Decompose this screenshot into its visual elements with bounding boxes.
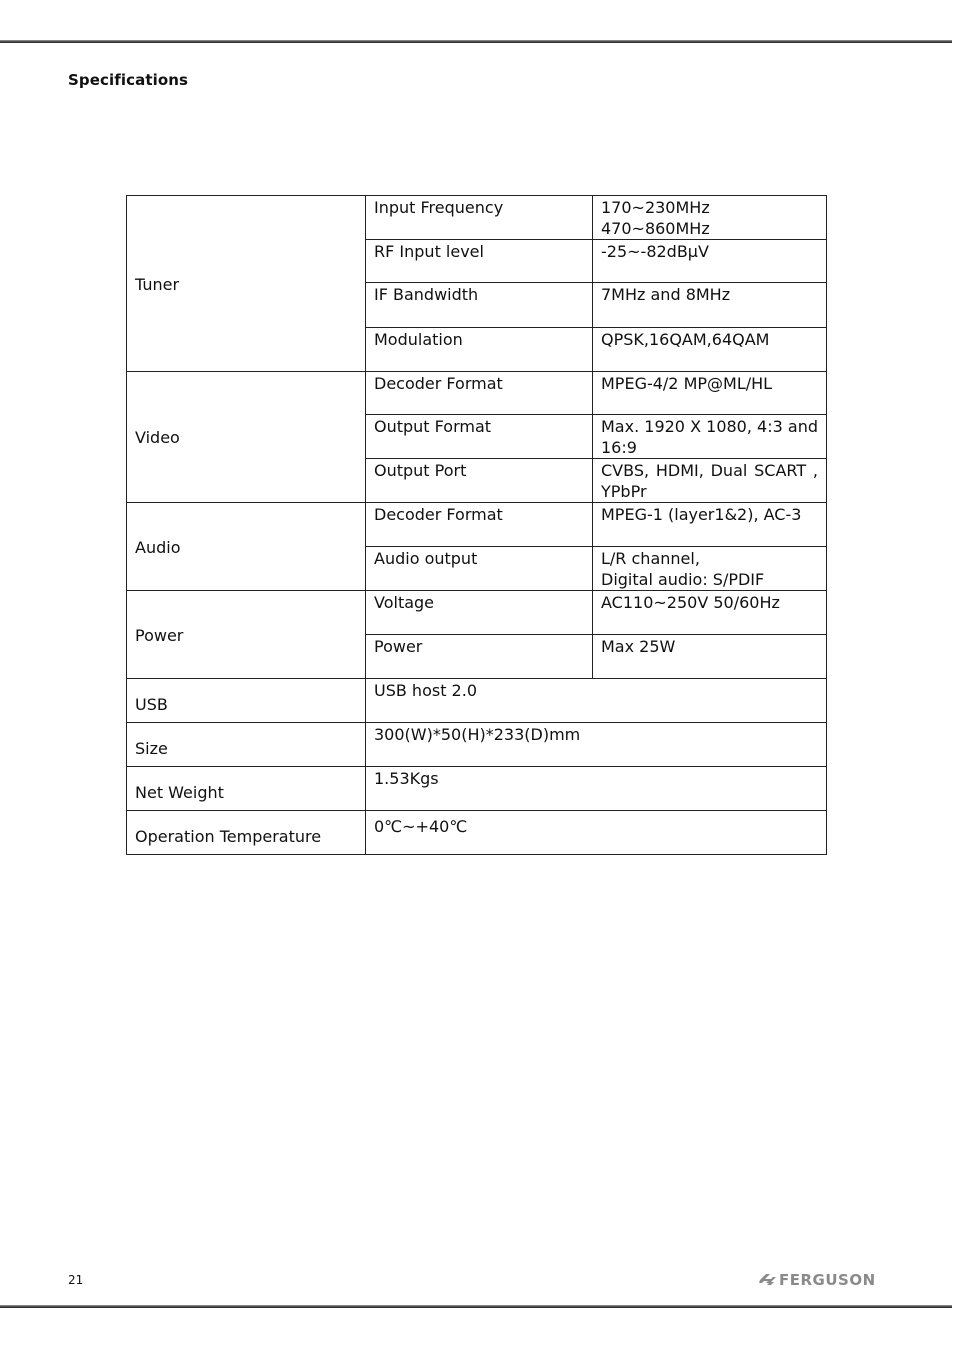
brand-logo xyxy=(758,1271,876,1289)
value-cell: 300(W)*50(H)*233(D)mm xyxy=(366,723,827,767)
value-cell: 1.53Kgs xyxy=(366,767,827,811)
label-cell-operation-temperature: Operation Temperature xyxy=(127,811,366,855)
table-row xyxy=(127,591,827,635)
param-cell: Decoder Format xyxy=(366,503,593,547)
ferguson-logo-icon xyxy=(758,1272,778,1288)
value-cell: 0℃~+40℃ xyxy=(366,811,827,855)
top-rule xyxy=(0,40,952,43)
value-cell: QPSK,16QAM,64QAM xyxy=(593,328,827,372)
param-cell: Input Frequency xyxy=(366,196,593,240)
value-cell: AC110~250V 50/60Hz xyxy=(593,591,827,635)
label-cell-net-weight: Net Weight xyxy=(127,767,366,811)
bottom-rule xyxy=(0,1305,952,1308)
group-label-power: Power xyxy=(127,591,366,679)
table-row xyxy=(127,679,827,723)
table-row xyxy=(127,372,827,415)
table-row xyxy=(127,196,827,240)
param-cell: Voltage xyxy=(366,591,593,635)
value-cell: 170~230MHz 470~860MHz xyxy=(593,196,827,240)
label-cell-size: Size xyxy=(127,723,366,767)
specifications-table xyxy=(126,195,827,855)
param-cell: Audio output xyxy=(366,547,593,591)
param-cell: Power xyxy=(366,635,593,679)
value-cell: 7MHz and 8MHz xyxy=(593,283,827,328)
param-cell: Output Port xyxy=(366,459,593,503)
page-title: Specifications xyxy=(68,71,189,89)
param-cell: Modulation xyxy=(366,328,593,372)
table-row xyxy=(127,503,827,547)
label-cell-usb: USB xyxy=(127,679,366,723)
table-row xyxy=(127,811,827,855)
param-cell: Decoder Format xyxy=(366,372,593,415)
param-cell: IF Bandwidth xyxy=(366,283,593,328)
param-cell: RF Input level xyxy=(366,240,593,283)
value-cell: Max 25W xyxy=(593,635,827,679)
value-cell: -25~-82dBμV xyxy=(593,240,827,283)
page-number: 21 xyxy=(68,1273,84,1287)
table-row xyxy=(127,723,827,767)
group-label-audio: Audio xyxy=(127,503,366,591)
table-row xyxy=(127,767,827,811)
brand-name: FERGUSON xyxy=(779,1271,876,1289)
value-cell: MPEG-1 (layer1&2), AC-3 xyxy=(593,503,827,547)
value-cell: Max. 1920 X 1080, 4:3 and 16:9 xyxy=(593,415,827,459)
value-cell: MPEG-4/2 MP@ML/HL xyxy=(593,372,827,415)
param-cell: Output Format xyxy=(366,415,593,459)
value-cell: CVBS, HDMI, Dual SCART , YPbPr xyxy=(593,459,827,503)
group-label-video: Video xyxy=(127,372,366,503)
group-label-tuner: Tuner xyxy=(127,196,366,372)
value-cell: L/R channel, Digital audio: S/PDIF xyxy=(593,547,827,591)
value-cell: USB host 2.0 xyxy=(366,679,827,723)
